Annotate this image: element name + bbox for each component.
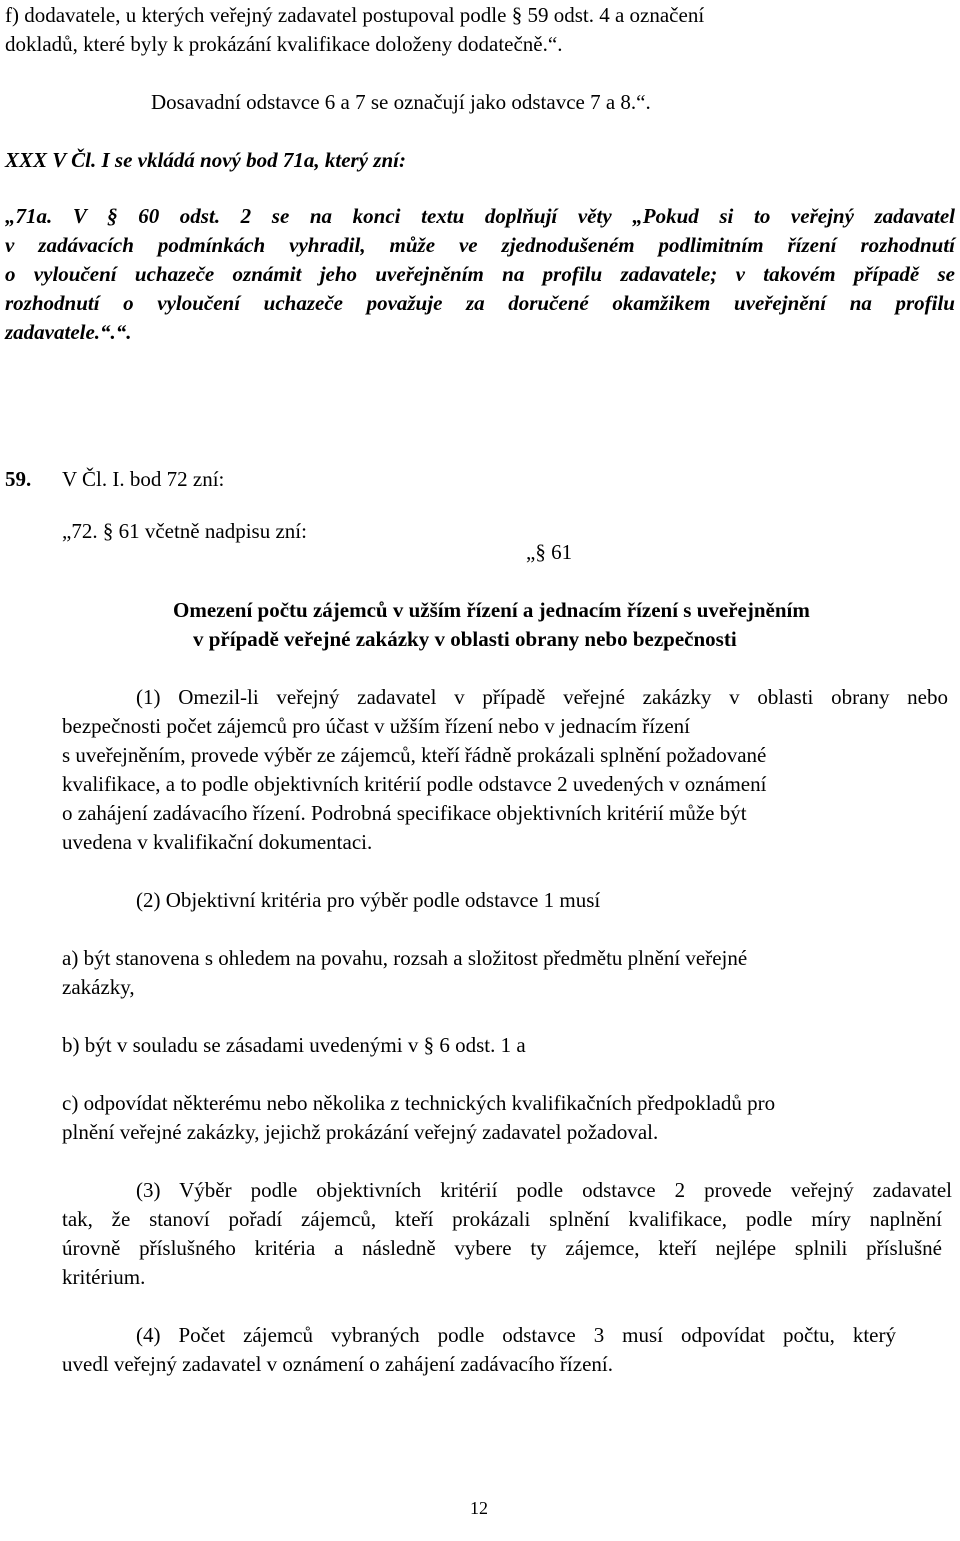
point-xxx-line-3: o vyloučení uchazeče oznámit jeho uveřejněním na profilu zadavatele; v takovém případě se <box>5 262 955 286</box>
point-xxx-line-5: zadavatele.“.“. <box>5 320 132 344</box>
paragraph-1-line-4: kvalifikace, a to podle objektivních kritérií podle odstavce 2 uvedených v oznámení <box>62 772 767 796</box>
paragraph-3-line-1: (3) Výběr podle objektivních kritérií podle odstavce 2 provede veřejný zadavatel <box>136 1178 952 1202</box>
section-title-line-2: v případě veřejné zakázky v oblasti obrany nebo bezpečnosti <box>193 627 737 651</box>
point-xxx-heading: XXX V Čl. I se vkládá nový bod 71a, který zní: <box>5 148 406 172</box>
paragraph-2-item-c-line-1: c) odpovídat některému nebo několika z technických kvalifikačních předpokladů pro <box>62 1091 776 1115</box>
point-xxx-line-1: „71a. V § 60 odst. 2 se na konci textu doplňují věty „Pokud si to veřejný zadavatel <box>5 204 955 228</box>
page-number: 12 <box>470 1498 488 1518</box>
paragraph-3-line-4: kritérium. <box>62 1265 146 1289</box>
point-59-subheading: „72. § 61 včetně nadpisu zní: <box>62 519 307 543</box>
paragraph-2-intro: (2) Objektivní kritéria pro výběr podle odstavce 1 musí <box>136 888 601 912</box>
paragraph-1-line-6: uvedena v kvalifikační dokumentaci. <box>62 830 373 854</box>
intro-line-1: f) dodavatele, u kterých veřejný zadavatel postupoval podle § 59 odst. 4 a označení <box>5 3 705 27</box>
intro-line-2: dokladů, které byly k prokázání kvalifikace doloženy dodatečně.“. <box>5 32 563 56</box>
point-xxx-line-2: v zadávacích podmínkách vyhradil, může ve zjednodušeném podlimitním řízení rozhodnutí <box>5 233 955 257</box>
intro-line-3: Dosavadní odstavce 6 a 7 se označují jako odstavce 7 a 8.“. <box>151 90 651 114</box>
paragraph-1-line-1: (1) Omezil-li veřejný zadavatel v případě veřejné zakázky v oblasti obrany nebo <box>136 685 948 709</box>
paragraph-3-line-2: tak, že stanoví pořadí zájemců, kteří prokázali splnění kvalifikace, podle míry naplnění <box>62 1207 942 1231</box>
point-59-heading: V Čl. I. bod 72 zní: <box>62 467 225 491</box>
paragraph-2-item-a-line-2: zakázky, <box>62 975 135 999</box>
paragraph-3-line-3: úrovně příslušného kritéria a následně vybere ty zájemce, kteří nejlépe splnili příslušné <box>62 1236 942 1260</box>
paragraph-4-line-1: (4) Počet zájemců vybraných podle odstavce 3 musí odpovídat počtu, který <box>136 1323 896 1347</box>
point-59-number: 59. <box>5 467 32 491</box>
paragraph-1-line-5: o zahájení zadávacího řízení. Podrobná specifikace objektivních kritérií může být <box>62 801 747 825</box>
section-title-line-1: Omezení počtu zájemců v užším řízení a jednacím řízení s uveřejněním <box>173 598 810 622</box>
paragraph-1-line-2: bezpečnosti počet zájemců pro účast v užším řízení nebo v jednacím řízení <box>62 714 691 738</box>
point-xxx-line-4: rozhodnutí o vyloučení uchazeče považuje za doručené okamžikem uveřejnění na profilu <box>5 291 955 315</box>
paragraph-1-line-3: s uveřejněním, provede výběr ze zájemců, kteří řádně prokázali splnění požadované <box>62 743 767 767</box>
paragraph-2-item-a-line-1: a) být stanovena s ohledem na povahu, rozsah a složitost předmětu plnění veřejné <box>62 946 748 970</box>
section-mark: „§ 61 <box>526 540 573 564</box>
paragraph-2-item-c-line-2: plnění veřejné zakázky, jejichž prokázání veřejný zadavatel požadoval. <box>62 1120 659 1144</box>
paragraph-4-line-2: uvedl veřejný zadavatel v oznámení o zahájení zadávacího řízení. <box>62 1352 613 1376</box>
paragraph-2-item-b: b) být v souladu se zásadami uvedenými v § 6 odst. 1 a <box>62 1033 526 1057</box>
